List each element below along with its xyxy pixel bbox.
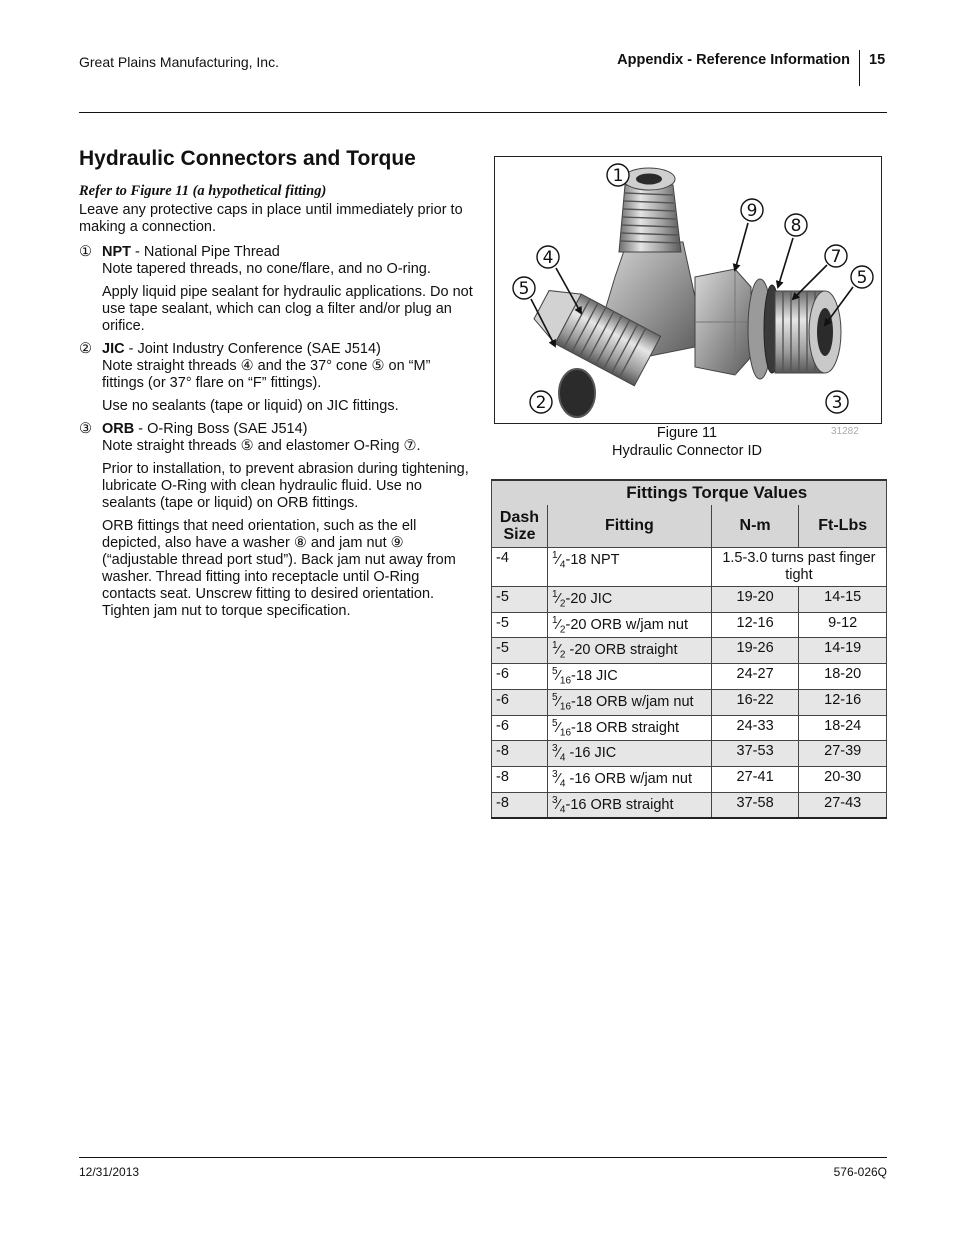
cell-dash-size: -8: [492, 792, 548, 818]
callout-number: ②: [79, 341, 92, 357]
footer-rule: [79, 1157, 887, 1158]
item-term: NPT: [102, 244, 131, 260]
figure-number: Figure 11: [656, 425, 718, 441]
cell-fitting: [547, 587, 711, 613]
cell-torque-note: 1.5-3.0 turns past finger tight: [711, 548, 886, 587]
cell-fitting: [547, 664, 711, 690]
table-row: [492, 612, 887, 638]
fraction-numerator: 1: [551, 614, 558, 626]
cell-nm: 27-41: [711, 767, 799, 793]
callout-label: 8: [790, 216, 802, 236]
table-caption-row: [492, 480, 887, 505]
item-jic: [79, 341, 474, 415]
callout-1: [607, 164, 629, 186]
item-note: Note straight threads ⑤ and elastomer O-Ring ⑦.: [102, 438, 421, 454]
cell-fitting: [547, 715, 711, 741]
intro-paragraph: Leave any protective caps in place until immediately prior to making a connection.: [79, 202, 463, 235]
fraction-slash: ⁄: [557, 745, 560, 762]
table-caption-blank: [492, 480, 548, 505]
callout-label: 7: [830, 247, 842, 267]
cell-ftlbs: 27-39: [799, 741, 887, 767]
fraction-numerator: 1: [551, 550, 558, 561]
fraction-slash: ⁄: [557, 590, 560, 607]
cell-ftlbs: 27-43: [799, 792, 887, 818]
cell-dash-size: -5: [492, 612, 548, 638]
fraction-numerator: 1: [551, 589, 558, 600]
figure-id: 31282: [831, 426, 859, 437]
callout-number: ③: [79, 421, 92, 437]
cell-dash-size: -8: [492, 767, 548, 793]
header-ftlbs: Ft-Lbs: [799, 505, 887, 548]
cell-dash-size: -8: [492, 741, 548, 767]
item-heading: [102, 244, 474, 261]
fitting-spec: -18 NPT: [565, 551, 620, 568]
item-definition: - National Pipe Thread: [131, 244, 280, 260]
fitting-spec: -20 ORB w/jam nut: [565, 616, 688, 633]
fitting-spec: -16 ORB straight: [565, 796, 674, 813]
item-heading: [102, 341, 474, 358]
cell-dash-size: -4: [492, 548, 548, 587]
figure-hydraulic-connector: [494, 156, 882, 424]
item-term: JIC: [102, 341, 125, 357]
callout-3: [826, 391, 848, 413]
callout-2: [530, 391, 552, 413]
cell-fitting: [547, 548, 711, 587]
fraction-numerator: 5: [551, 717, 558, 729]
fraction-numerator: 3: [551, 769, 558, 781]
fitting-spec: -18 JIC: [571, 667, 618, 684]
fraction-denominator: 16: [559, 701, 572, 713]
table-row: [492, 715, 887, 741]
callout-label: 5: [856, 268, 868, 288]
section-title: Appendix - Reference Information: [617, 52, 850, 68]
item-note: Note straight threads ④ and the 37° cone ⑤ on “M” fittings (or 37° flare on “F” fittings).: [102, 358, 431, 391]
fitting-spec: -18 ORB straight: [571, 719, 680, 736]
cell-ftlbs: 9-12: [799, 612, 887, 638]
cell-dash-size: -6: [492, 715, 548, 741]
page-title: Hydraulic Connectors and Torque: [79, 147, 416, 170]
callout-label: 4: [542, 248, 554, 268]
figure-caption: [560, 424, 814, 460]
fitting-spec: -20 ORB straight: [565, 642, 678, 659]
cell-dash-size: -5: [492, 587, 548, 613]
table-row: [492, 638, 887, 664]
cell-fitting: [547, 792, 711, 818]
fraction-denominator: 2: [559, 650, 566, 662]
fraction-numerator: 5: [551, 666, 558, 678]
table-row: [492, 767, 887, 793]
fraction-denominator: 16: [559, 727, 572, 739]
company-name: Great Plains Manufacturing, Inc.: [79, 54, 279, 70]
cell-nm: 12-16: [711, 612, 799, 638]
cell-dash-size: -6: [492, 664, 548, 690]
cell-nm: 19-26: [711, 638, 799, 664]
cell-fitting: [547, 612, 711, 638]
fraction-denominator: 2: [559, 598, 566, 610]
fitting-spec: -16 ORB w/jam nut: [565, 770, 692, 787]
callout-label: 2: [535, 393, 547, 413]
cell-nm: 16-22: [711, 689, 799, 715]
cell-ftlbs: 18-24: [799, 715, 887, 741]
fraction-denominator: 16: [559, 675, 572, 687]
footer-doc-number: 576-026Q: [833, 1165, 887, 1179]
header-dash-size: Dash Size: [492, 505, 548, 548]
page-number: 15: [869, 52, 886, 68]
table-row: [492, 587, 887, 613]
fraction-denominator: 2: [559, 624, 566, 636]
table-header-row: [492, 505, 887, 548]
fraction-slash: ⁄: [557, 667, 560, 684]
body-column: [79, 202, 474, 626]
fraction-slash: ⁄: [557, 616, 560, 633]
fraction-slash: ⁄: [557, 796, 560, 813]
cell-fitting: [547, 767, 711, 793]
torque-table: [491, 479, 887, 819]
fitting-spec: -16 JIC: [565, 745, 617, 762]
figure-title: Hydraulic Connector ID: [612, 443, 762, 459]
cell-dash-size: -6: [492, 689, 548, 715]
cell-dash-size: -5: [492, 638, 548, 664]
figure-reference: Refer to Figure 11 (a hypothetical fitting): [79, 183, 327, 199]
item-paragraph: Prior to installation, to prevent abrasion during tightening, lubricate O-Ring with clean hydraulic fluid. Use no sealants (tape or liquid) on ORB fittings.: [102, 461, 469, 511]
cell-nm: 24-27: [711, 664, 799, 690]
table-row: [492, 664, 887, 690]
cell-nm: 37-58: [711, 792, 799, 818]
header-nm: N-m: [711, 505, 799, 548]
fitting-spec: -20 JIC: [565, 590, 613, 607]
fraction-denominator: 4: [559, 753, 566, 765]
header-fitting: Fitting: [547, 505, 711, 548]
cell-ftlbs: 20-30: [799, 767, 887, 793]
npt-stem: [619, 168, 681, 252]
callout-8: [778, 214, 807, 287]
fraction-numerator: 3: [551, 743, 558, 755]
jam-nut: [695, 269, 751, 375]
fraction-denominator: 4: [559, 778, 566, 790]
item-paragraph: Apply liquid pipe sealant for hydraulic applications. Do not use tape sealant, which can clog a filter and/or plug an orifice.: [102, 284, 473, 334]
cell-fitting: [547, 689, 711, 715]
table-row: [492, 689, 887, 715]
cell-ftlbs: 12-16: [799, 689, 887, 715]
cell-nm: 24-33: [711, 715, 799, 741]
callout-label: 9: [746, 201, 758, 221]
fraction-denominator: 4: [559, 559, 566, 571]
callout-label: 1: [612, 166, 624, 186]
callout-9: [735, 199, 763, 270]
fitting-spec: -18 ORB w/jam nut: [571, 693, 694, 710]
orb-end: [775, 291, 841, 373]
cell-ftlbs: 14-15: [799, 587, 887, 613]
fraction-slash: ⁄: [557, 642, 560, 659]
callout-label: 5: [518, 279, 530, 299]
fraction-numerator: 3: [551, 794, 558, 806]
table-row: [492, 741, 887, 767]
fraction-slash: ⁄: [557, 693, 560, 710]
cell-ftlbs: 18-20: [799, 664, 887, 690]
fraction-slash: ⁄: [557, 719, 560, 736]
cell-fitting: [547, 741, 711, 767]
item-orb: [79, 421, 474, 620]
item-heading: [102, 421, 474, 438]
callout-label: 3: [831, 393, 843, 413]
item-note: Note tapered threads, no cone/flare, and no O-ring.: [102, 261, 431, 277]
item-paragraph: ORB fittings that need orientation, such as the ell depicted, also have a washer ⑧ and jam nut ⑨ (“adjustable thread port stud”). Back jam nut away from washer. Thread fitting into receptacle until O-Ring contacts seat. Unscrew fitting to desired orientation. Tighten jam nut to torque specification.: [102, 518, 456, 619]
cell-nm: 19-20: [711, 587, 799, 613]
header-rule: [79, 112, 887, 113]
fraction-denominator: 4: [559, 804, 566, 816]
connector-illustration: [495, 157, 881, 423]
cell-nm: 37-53: [711, 741, 799, 767]
cell-fitting: [547, 638, 711, 664]
item-definition: - Joint Industry Conference (SAE J514): [124, 341, 381, 357]
table-row: [492, 792, 887, 818]
item-npt: [79, 244, 474, 335]
table-caption: Fittings Torque Values: [547, 480, 886, 505]
item-term: ORB: [102, 421, 135, 437]
fraction-slash: ⁄: [557, 551, 560, 568]
fraction-numerator: 5: [551, 691, 558, 703]
footer-date: 12/31/2013: [79, 1165, 140, 1179]
header-divider: [859, 50, 860, 86]
fraction-slash: ⁄: [557, 770, 560, 787]
cell-ftlbs: 14-19: [799, 638, 887, 664]
item-definition: - O-Ring Boss (SAE J514): [134, 421, 308, 437]
item-paragraph: Use no sealants (tape or liquid) on JIC fittings.: [102, 398, 399, 414]
table-body: [492, 548, 887, 819]
jic-opening: [559, 369, 595, 417]
table-row: [492, 548, 887, 587]
callout-number: ①: [79, 244, 92, 260]
fraction-numerator: 1: [551, 640, 558, 652]
